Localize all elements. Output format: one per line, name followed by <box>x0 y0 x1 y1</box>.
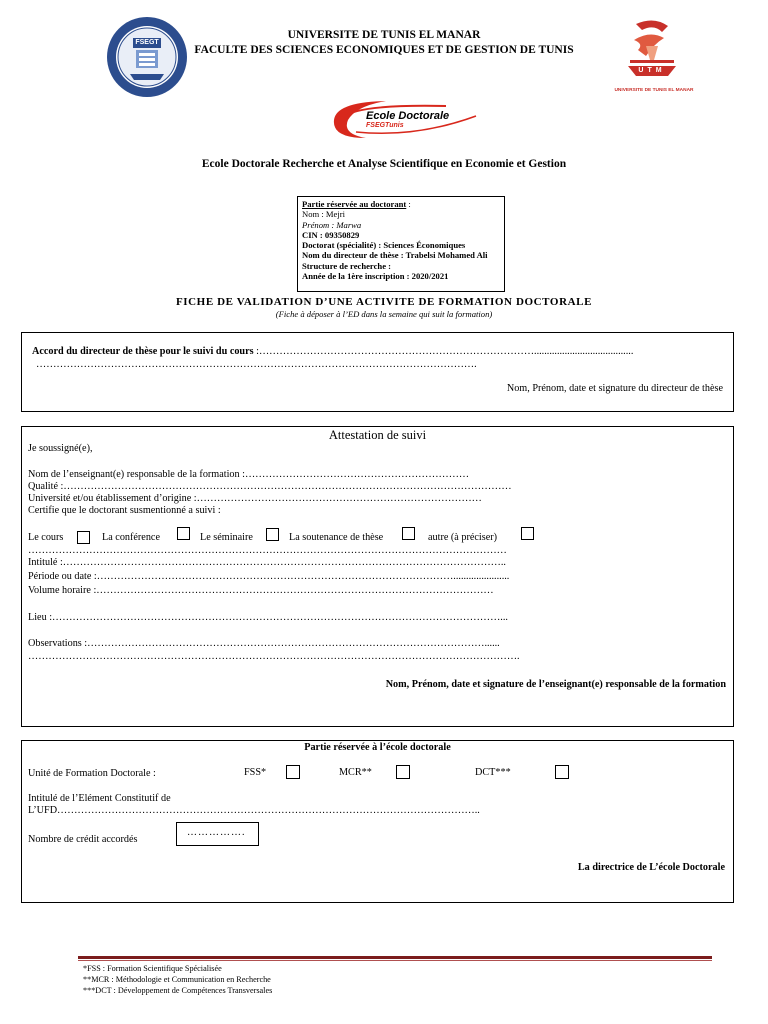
directeur-value: Trabelsi Mohamed Ali <box>405 250 488 261</box>
volume-horaire-field[interactable]: Volume horaire :……………………………………………………………………………………………………… <box>28 585 494 596</box>
directrice-signature-label: La directrice de L’école Doctorale <box>577 862 725 873</box>
accord-signature-label: Nom, Prénom, date et signature du directeur de thèse <box>506 383 723 394</box>
footer-rule-thin <box>78 960 712 961</box>
utm-logo-caption: UNIVERSITE DE TUNIS EL MANAR <box>614 88 694 93</box>
qualite-field[interactable]: Qualité :…………………………………………………………………………………………………………………… <box>28 481 512 492</box>
attestation-box <box>21 426 734 727</box>
nom-value: Mejri <box>325 209 345 220</box>
attestation-title: Attestation de suivi <box>328 428 427 442</box>
periode-field[interactable]: Période ou date :……………………………………………………………………………………………...................... <box>28 571 510 582</box>
unite-label: Unité de Formation Doctorale : <box>28 768 156 779</box>
annee-value: 2020/2021 <box>411 271 449 282</box>
option-label-autre: autre (à préciser) <box>428 532 497 543</box>
enseignant-signature-label: Nom, Prénom, date et signature de l’enseignant(e) responsable de la formation <box>385 679 726 690</box>
accord-dots-line1[interactable]: :………………………………………………………………………....................................... <box>253 346 634 357</box>
utm-logo-text: UTM <box>638 67 666 74</box>
student-info-box <box>297 196 505 292</box>
lieu-field[interactable]: Lieu :……………………………………………………………………………………………………………………... <box>28 612 508 623</box>
intitule-ec-field[interactable]: L’UFD…………………………………………………………………………………………………………….. <box>28 805 480 816</box>
checkbox-soutenance[interactable] <box>402 527 415 540</box>
ed-section-title: Partie réservée à l’école doctorale <box>304 742 451 753</box>
checkbox-cours[interactable] <box>77 531 90 544</box>
accord-box <box>21 332 734 412</box>
cin-label: CIN : <box>302 229 325 240</box>
credit-label: Nombre de crédit accordés <box>28 834 138 845</box>
prenom-label: Prénom : <box>302 219 337 230</box>
fsegt-logo-text: FSEGT <box>135 39 159 46</box>
checkbox-mcr[interactable] <box>396 765 410 779</box>
observations-dots[interactable]: ………………………………………………………………………………………………………………………………. <box>28 651 520 662</box>
footer-rule <box>78 956 712 959</box>
intitule-field[interactable]: Intitulé :………………………………………………………………………………………………………………….. <box>28 557 506 568</box>
options-dots[interactable]: …………………………………………………………………………………………………………………………… <box>28 545 507 556</box>
ed-section-box <box>21 740 734 903</box>
footnote-fss: *FSS : Formation Scientifique Spécialisée <box>83 964 222 973</box>
universite-field[interactable]: Université et/ou établissement d’origine :………………………………………………………………………… <box>28 493 482 504</box>
nom-label: Nom : <box>302 209 326 220</box>
student-section-label: Partie réservée au doctorant <box>302 199 407 209</box>
accord-label: Accord du directeur de thèse pour le suivi du cours <box>32 346 254 357</box>
footnote-dct: ***DCT : Développement de Compétences Transversales <box>83 986 273 995</box>
option-label-cours: Le cours <box>28 532 64 543</box>
dct-label: DCT*** <box>475 767 511 778</box>
ed-logo-subtext: FSEGTunis <box>366 122 404 129</box>
student-section-colon: : <box>406 199 411 209</box>
form-subtitle: (Fiche à déposer à l’ED dans la semaine qui suit la formation) <box>275 309 493 319</box>
annee-label: Année de la 1ère inscription : <box>302 271 412 282</box>
checkbox-dct[interactable] <box>555 765 569 779</box>
fss-label: FSS* <box>244 767 267 778</box>
university-name: UNIVERSITE DE TUNIS EL MANAR <box>287 29 481 41</box>
directeur-label: Nom du directeur de thèse : <box>302 250 406 261</box>
checkbox-conference[interactable] <box>177 527 190 540</box>
certifie-text: Certifie que le doctorant susmentionné a suivi : <box>28 505 221 516</box>
footnote-mcr: **MCR : Méthodologie et Communication en Recherche <box>83 975 271 984</box>
structure-label: Structure de recherche : <box>302 260 392 271</box>
form-title: FICHE DE VALIDATION D’UNE ACTIVITE DE FORMATION DOCTORALE <box>175 296 593 308</box>
faculty-name: FACULTE DES SCIENCES ECONOMIQUES ET DE GESTION DE TUNIS <box>194 44 574 56</box>
doctorat-value: Sciences Économiques <box>383 240 466 251</box>
option-label-soutenance: La soutenance de thèse <box>289 532 384 543</box>
option-label-seminaire: Le séminaire <box>200 532 253 543</box>
nom-enseignant-field[interactable]: Nom de l’enseignant(e) responsable de la formation :………………………………………………………… <box>28 469 470 480</box>
mcr-label: MCR** <box>339 767 372 778</box>
school-title: Ecole Doctorale Recherche et Analyse Scientifique en Economie et Gestion <box>201 158 567 170</box>
observations-field[interactable]: Observations :………………………………………………………………………………………………………...... <box>28 638 500 649</box>
checkbox-seminaire[interactable] <box>266 528 279 541</box>
ecole-doctorale-logo <box>326 98 482 142</box>
credit-input[interactable]: ……………. <box>176 822 259 846</box>
prenom-value: Marwa <box>336 219 362 230</box>
accord-dots-line2[interactable]: …………………………………………………………………………………………………………………. <box>36 359 477 370</box>
ed-logo-text: Ecole Doctorale <box>366 110 450 122</box>
intitule-ec-label: Intitulé de l’Elément Constitutif de <box>28 793 171 804</box>
checkbox-fss[interactable] <box>286 765 300 779</box>
option-label-conference: La conférence <box>102 532 160 543</box>
cin-value: 09350829 <box>324 229 360 240</box>
doctorat-label: Doctorat (spécialité) : <box>302 240 384 251</box>
checkbox-autre[interactable] <box>521 527 534 540</box>
soussigne-text: Je soussigné(e), <box>28 443 93 454</box>
